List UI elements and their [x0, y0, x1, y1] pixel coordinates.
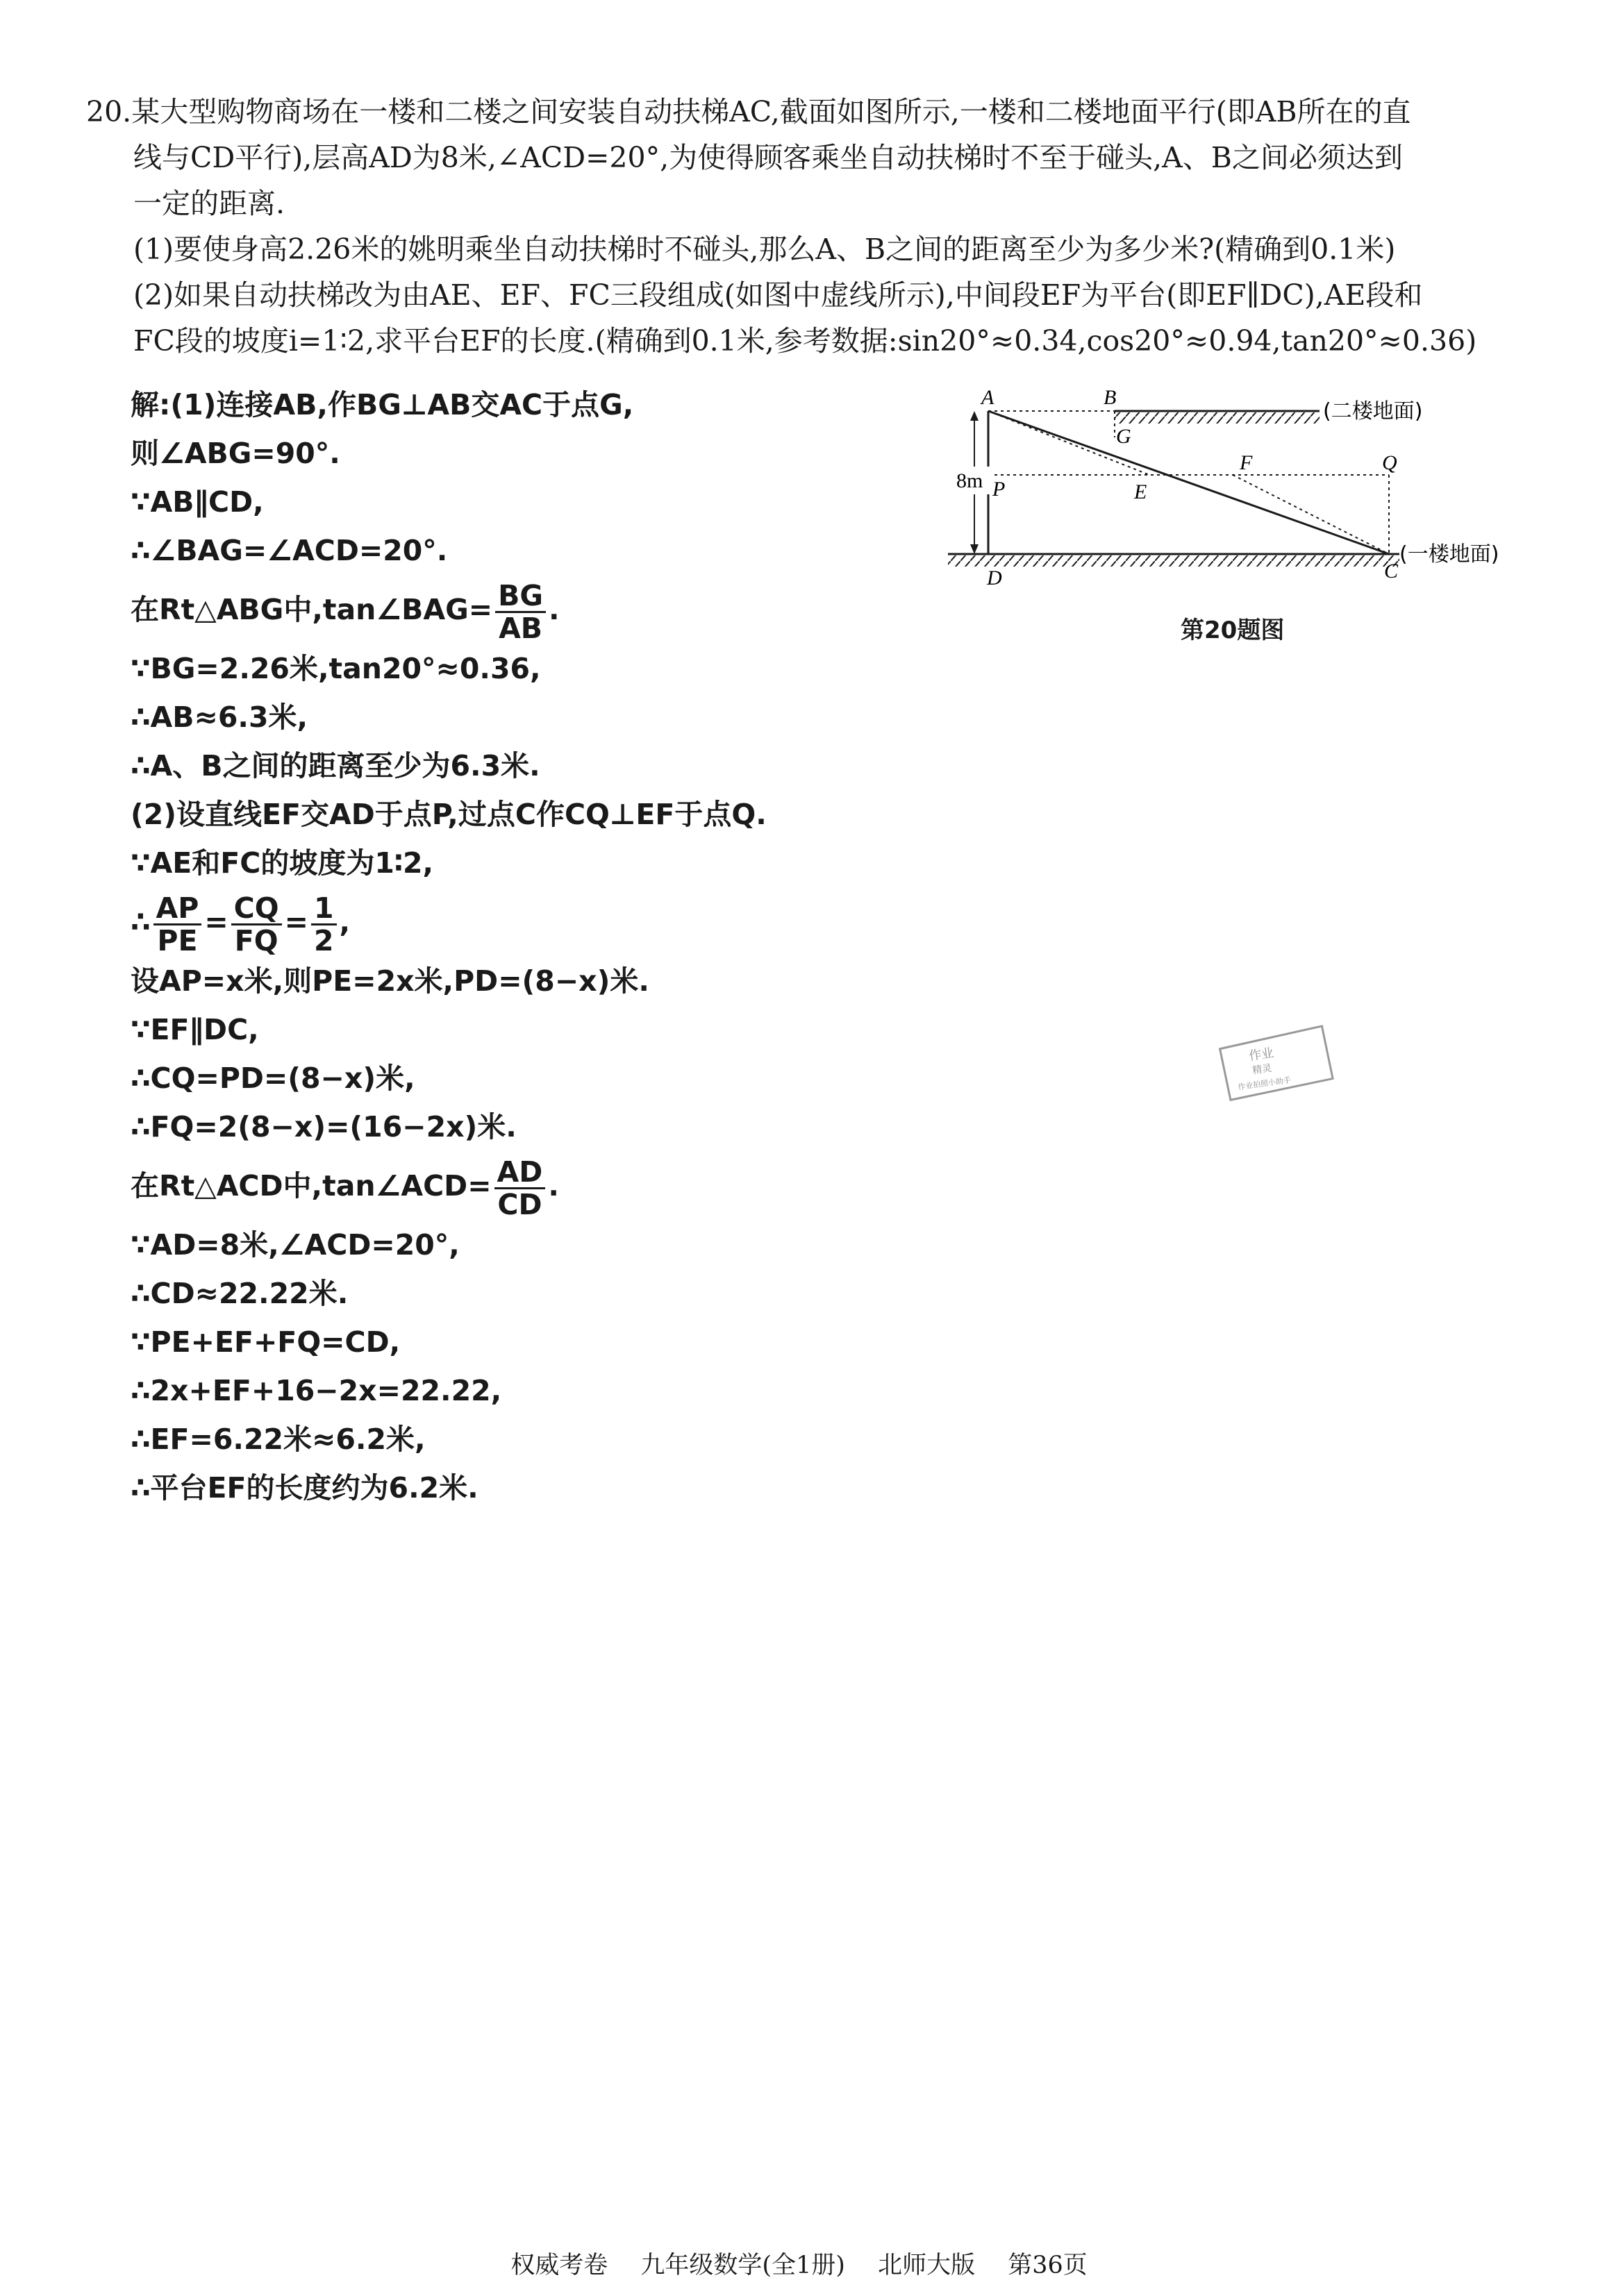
page-footer [0, 2246, 1598, 2281]
solution-text: = [284, 905, 308, 939]
footer-edition: 北师大版 [878, 2252, 976, 2279]
solution-text: = [204, 905, 228, 939]
numerator: CQ [231, 893, 282, 925]
solution-line: ∵PE+EF+FQ=CD, [131, 1325, 401, 1359]
denominator: PE [157, 923, 198, 957]
label-F: F [1240, 451, 1253, 474]
question-part-2-cont: FC段的坡度i=1∶2,求平台EF的长度.(精确到0.1米,参考数据:sin20°≈0.34,cos20°≈0.94,tan20°≈0.36) [133, 324, 1477, 358]
fraction [311, 893, 337, 956]
label-G: G [1116, 425, 1131, 448]
solution-line: ∴A、B之间的距离至少为6.3米. [131, 749, 540, 782]
label-Q: Q [1382, 451, 1397, 474]
solution-line: ∴平台EF的长度约为6.2米. [131, 1471, 478, 1505]
height-label: 8m [956, 469, 983, 492]
solution-line: ∵AB∥CD, [131, 485, 264, 519]
solution-text: . [549, 593, 560, 626]
footer-page: 第36页 [1008, 2252, 1088, 2279]
question-line: 20.某大型购物商场在一楼和二楼之间安装自动扶梯AC,截面如图所示,一楼和二楼地面平行(即AB所在的直 [86, 95, 1411, 128]
solution-line: ∴EF=6.22米≈6.2米, [131, 1423, 426, 1456]
question-line: 一定的距离. [133, 187, 285, 220]
label-P: P [992, 478, 1006, 501]
question-block [86, 89, 1531, 364]
solution-line: (2)设直线EF交AD于点P,过点C作CQ⊥EF于点Q. [131, 798, 767, 831]
figure-caption: 第20题图 [1181, 617, 1285, 644]
fraction [153, 893, 202, 956]
escalator-AC [988, 411, 1389, 554]
stamp-text: 作业拍照小助手 [1237, 1075, 1292, 1092]
arrow-head-up [970, 411, 979, 421]
solution-line: ∴FQ=2(8−x)=(16−2x)米. [131, 1110, 517, 1143]
solution-fraction-line [131, 575, 894, 644]
stamp-text: 精灵 [1251, 1062, 1273, 1077]
fraction [494, 1157, 546, 1220]
label-C: C [1384, 560, 1399, 583]
solution-text: . [548, 1169, 559, 1203]
first-floor-hatch [948, 555, 1399, 567]
fraction [495, 580, 546, 644]
stamp-border [1219, 1025, 1334, 1100]
solution-line: ∵AD=8米,∠ACD=20°, [131, 1228, 460, 1262]
numerator: AP [153, 893, 202, 925]
label-B: B [1104, 386, 1117, 409]
question-part-2: (2)如果自动扶梯改为由AE、EF、FC三段组成(如图中虚线所示),中间段EF为平台(即EF∥DC),AE段和 [133, 278, 1423, 312]
numerator: 1 [311, 893, 337, 925]
question-line: 线与CD平行),层高AD为8米,∠ACD=20°,为使得顾客乘坐自动扶梯时不至于碰头,A、B之间必须达到 [133, 141, 1403, 174]
solution-line: ∵BG=2.26米,tan20°≈0.36, [131, 652, 541, 685]
solution-line: 则∠ABG=90°. [131, 437, 340, 470]
solution-text: 在Rt△ABG中,tan∠BAG= [131, 593, 493, 626]
solution-block [131, 380, 894, 1512]
solution-line: ∴CD≈22.22米. [131, 1277, 349, 1310]
arrow-head-down [970, 544, 979, 554]
solution-fraction-line [131, 887, 894, 957]
solution-text: , [339, 905, 351, 939]
solution-text: ∴ [131, 905, 151, 939]
escalator-figure [941, 383, 1531, 612]
solution-fraction-line [131, 1151, 894, 1221]
stamp-text: 作业 [1248, 1046, 1275, 1064]
denominator: FQ [234, 923, 278, 957]
solution-line: ∴AB≈6.3米, [131, 701, 308, 734]
question-part-1: (1)要使身高2.26米的姚明乘坐自动扶梯时不碰头,那么A、B之间的距离至少为多少米?(精确到0.1米) [133, 233, 1396, 266]
second-floor-hatch [1115, 412, 1320, 424]
solution-text: 在Rt△ACD中,tan∠ACD= [131, 1169, 492, 1203]
second-floor-label: (二楼地面) [1323, 399, 1423, 424]
solution-line: ∴2x+EF+16−2x=22.22, [131, 1374, 502, 1407]
label-A: A [981, 386, 994, 409]
denominator: 2 [313, 923, 334, 957]
denominator: CD [497, 1187, 542, 1221]
segment-FC [1233, 475, 1389, 554]
solution-line: ∴CQ=PD=(8−x)米, [131, 1062, 415, 1095]
footer-grade: 九年级数学(全1册) [640, 2252, 845, 2279]
numerator: BG [495, 580, 546, 613]
numerator: AD [494, 1157, 546, 1189]
denominator: AB [499, 611, 543, 645]
label-D: D [987, 567, 1002, 589]
solution-line: 设AP=x米,则PE=2x米,PD=(8−x)米. [131, 964, 649, 998]
solution-line: ∵EF∥DC, [131, 1013, 259, 1046]
footer-book: 权威考卷 [510, 2252, 608, 2279]
watermark-stamp [1208, 1021, 1340, 1104]
solution-line: ∵AE和FC的坡度为1∶2, [131, 846, 434, 880]
first-floor-label: (一楼地面) [1399, 542, 1499, 567]
solution-line: ∴∠BAG=∠ACD=20°. [131, 534, 448, 567]
label-E: E [1134, 480, 1147, 503]
fraction [231, 893, 282, 956]
solution-line: 解:(1)连接AB,作BG⊥AB交AC于点G, [131, 388, 634, 421]
